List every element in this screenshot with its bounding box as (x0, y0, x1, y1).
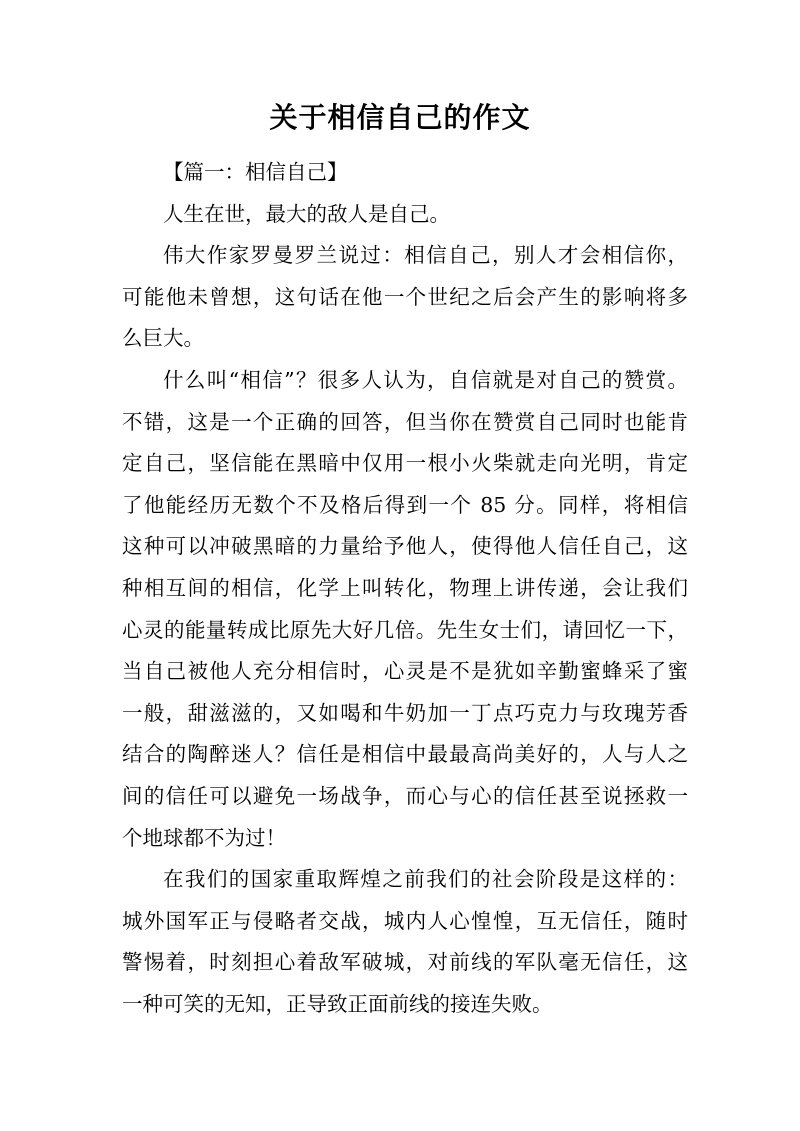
text-line: 一般，甜滋滋的，又如喝和牛奶加一丁点巧克力与玫瑰芳香 (122, 700, 688, 725)
text-line: 结合的陶醉迷人？信任是相信中最最高尚美好的，人与人之 (122, 742, 688, 767)
text-line: 种相互间的相信，化学上叫转化，物理上讲传递，会让我们 (122, 575, 688, 600)
text-line: 人生在世，最大的敌人是自己。 (163, 201, 450, 226)
text-line: 一种可笑的无知，正导致正面前线的接连失败。 (122, 991, 553, 1016)
text-line: 了他能经历无数个不及格后得到一个 85 分。同样，将相信 (122, 492, 688, 517)
document-title: 关于相信自己的作文 (269, 101, 531, 134)
text-line: 定自己，坚信能在黑暗中仅用一根小火柴就走向光明，肯定 (122, 451, 688, 476)
text-line: 伟大作家罗曼罗兰说过：相信自己，别人才会相信你， (163, 243, 688, 268)
text-line: 当自己被他人充分相信时，心灵是不是犹如辛勤蜜蜂采了蜜 (122, 659, 688, 684)
text-line: 间的信任可以避免一场战争，而心与心的信任甚至说拯救一 (122, 783, 688, 808)
text-line: 这种可以冲破黑暗的力量给予他人，使得他人信任自己，这 (122, 534, 688, 559)
text-line: 个地球都不为过！ (122, 825, 286, 850)
text-line: 什么叫“相信”？很多人认为，自信就是对自己的赞赏。 (163, 367, 688, 392)
document-body (122, 152, 688, 1025)
text-line: 不错，这是一个正确的回答，但当你在赞赏自己同时也能肯 (122, 409, 688, 434)
text-line: 可能他未曾想，这句话在他一个世纪之后会产生的影响将多 (122, 284, 688, 309)
text-line: 么巨大。 (122, 326, 204, 351)
text-line: 城外国军正与侵略者交战，城内人心惶惶，互无信任，随时 (122, 908, 688, 933)
text-line: 在我们的国家重取辉煌之前我们的社会阶段是这样的： (163, 867, 688, 892)
text-line: 心灵的能量转成比原先大好几倍。先生女士们，请回忆一下， (122, 617, 688, 642)
section-heading: 【篇一：相信自己】 (163, 160, 348, 184)
text-line: 警惕着，时刻担心着敌军破城，对前线的军队毫无信任，这 (122, 950, 688, 975)
